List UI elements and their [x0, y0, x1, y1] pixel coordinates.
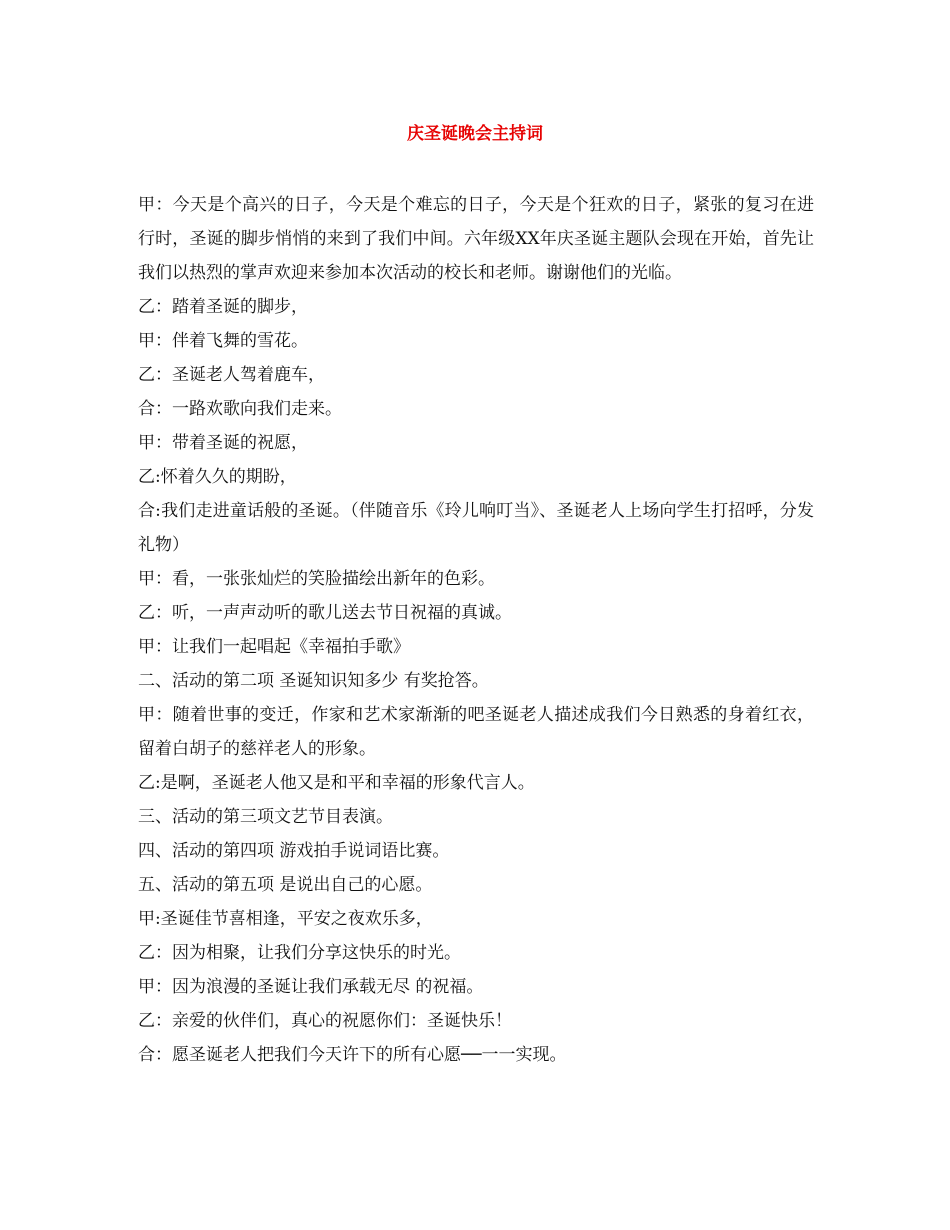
paragraph-line: 甲：带着圣诞的祝愿， [138, 433, 308, 453]
section-heading: 四、活动的第四项 游戏拍手说词语比赛。 [138, 841, 450, 861]
paragraph-line: 乙:是啊，圣诞老人他又是和平和幸福的形象代言人。 [138, 773, 535, 793]
paragraph-line: 甲:圣诞佳节喜相逢，平安之夜欢乐多， [138, 909, 433, 929]
paragraph-line: 甲：让我们一起唱起《幸福拍手歌》 [138, 637, 410, 657]
document-body [138, 188, 814, 1072]
paragraph-line: 合:我们走进童话般的圣诞。（伴随音乐《玲儿响叮当》、圣诞老人上场向学生打招呼，分发礼物） [138, 501, 814, 555]
paragraph-line: 甲：因为浪漫的圣诞让我们承载无尽 的祝福。 [138, 977, 484, 997]
paragraph-line: 合：一路欢歌向我们走来。 [138, 399, 342, 419]
document-title: 庆圣诞晚会主持词 [407, 124, 543, 144]
paragraph-line: 甲：伴着飞舞的雪花。 [138, 331, 308, 351]
paragraph-line: 乙：踏着圣诞的脚步， [138, 297, 308, 317]
paragraph-line: 乙：听，一声声动听的歌儿送去节日祝福的真诚。 [138, 603, 512, 623]
paragraph-line: 乙：因为相聚，让我们分享这快乐的时光。 [138, 943, 461, 963]
section-heading: 三、活动的第三项文艺节目表演。 [138, 807, 393, 827]
paragraph-closing: 合：愿圣诞老人把我们今天许下的所有心愿──一一实现。 [138, 1045, 567, 1065]
section-heading: 二、活动的第二项 圣诞知识知多少 有奖抢答。 [138, 671, 489, 691]
paragraph-line: 甲：随着世事的变迁，作家和艺术家渐渐的吧圣诞老人描述成我们今日熟悉的身着红衣，留着白胡子的慈祥老人的形象。 [138, 705, 814, 759]
paragraph-opening: 甲：今天是个高兴的日子，今天是个难忘的日子，今天是个狂欢的日子，紧张的复习在进行时，圣诞的脚步悄悄的来到了我们中间。六年级XX年庆圣诞主题队会现在开始，首先让我们以热烈的掌声欢迎来参加本次活动的校长和老师。谢谢他们的光临。 [138, 195, 814, 283]
paragraph-line: 甲：看，一张张灿烂的笑脸描绘出新年的色彩。 [138, 569, 495, 589]
section-heading: 五、活动的第五项 是说出自己的心愿。 [138, 875, 433, 895]
paragraph-line: 乙:怀着久久的期盼， [138, 467, 297, 487]
paragraph-line: 乙：圣诞老人驾着鹿车， [138, 365, 325, 385]
paragraph-line: 乙：亲爱的伙伴们，真心的祝愿你们：圣诞快乐！ [138, 1011, 512, 1031]
